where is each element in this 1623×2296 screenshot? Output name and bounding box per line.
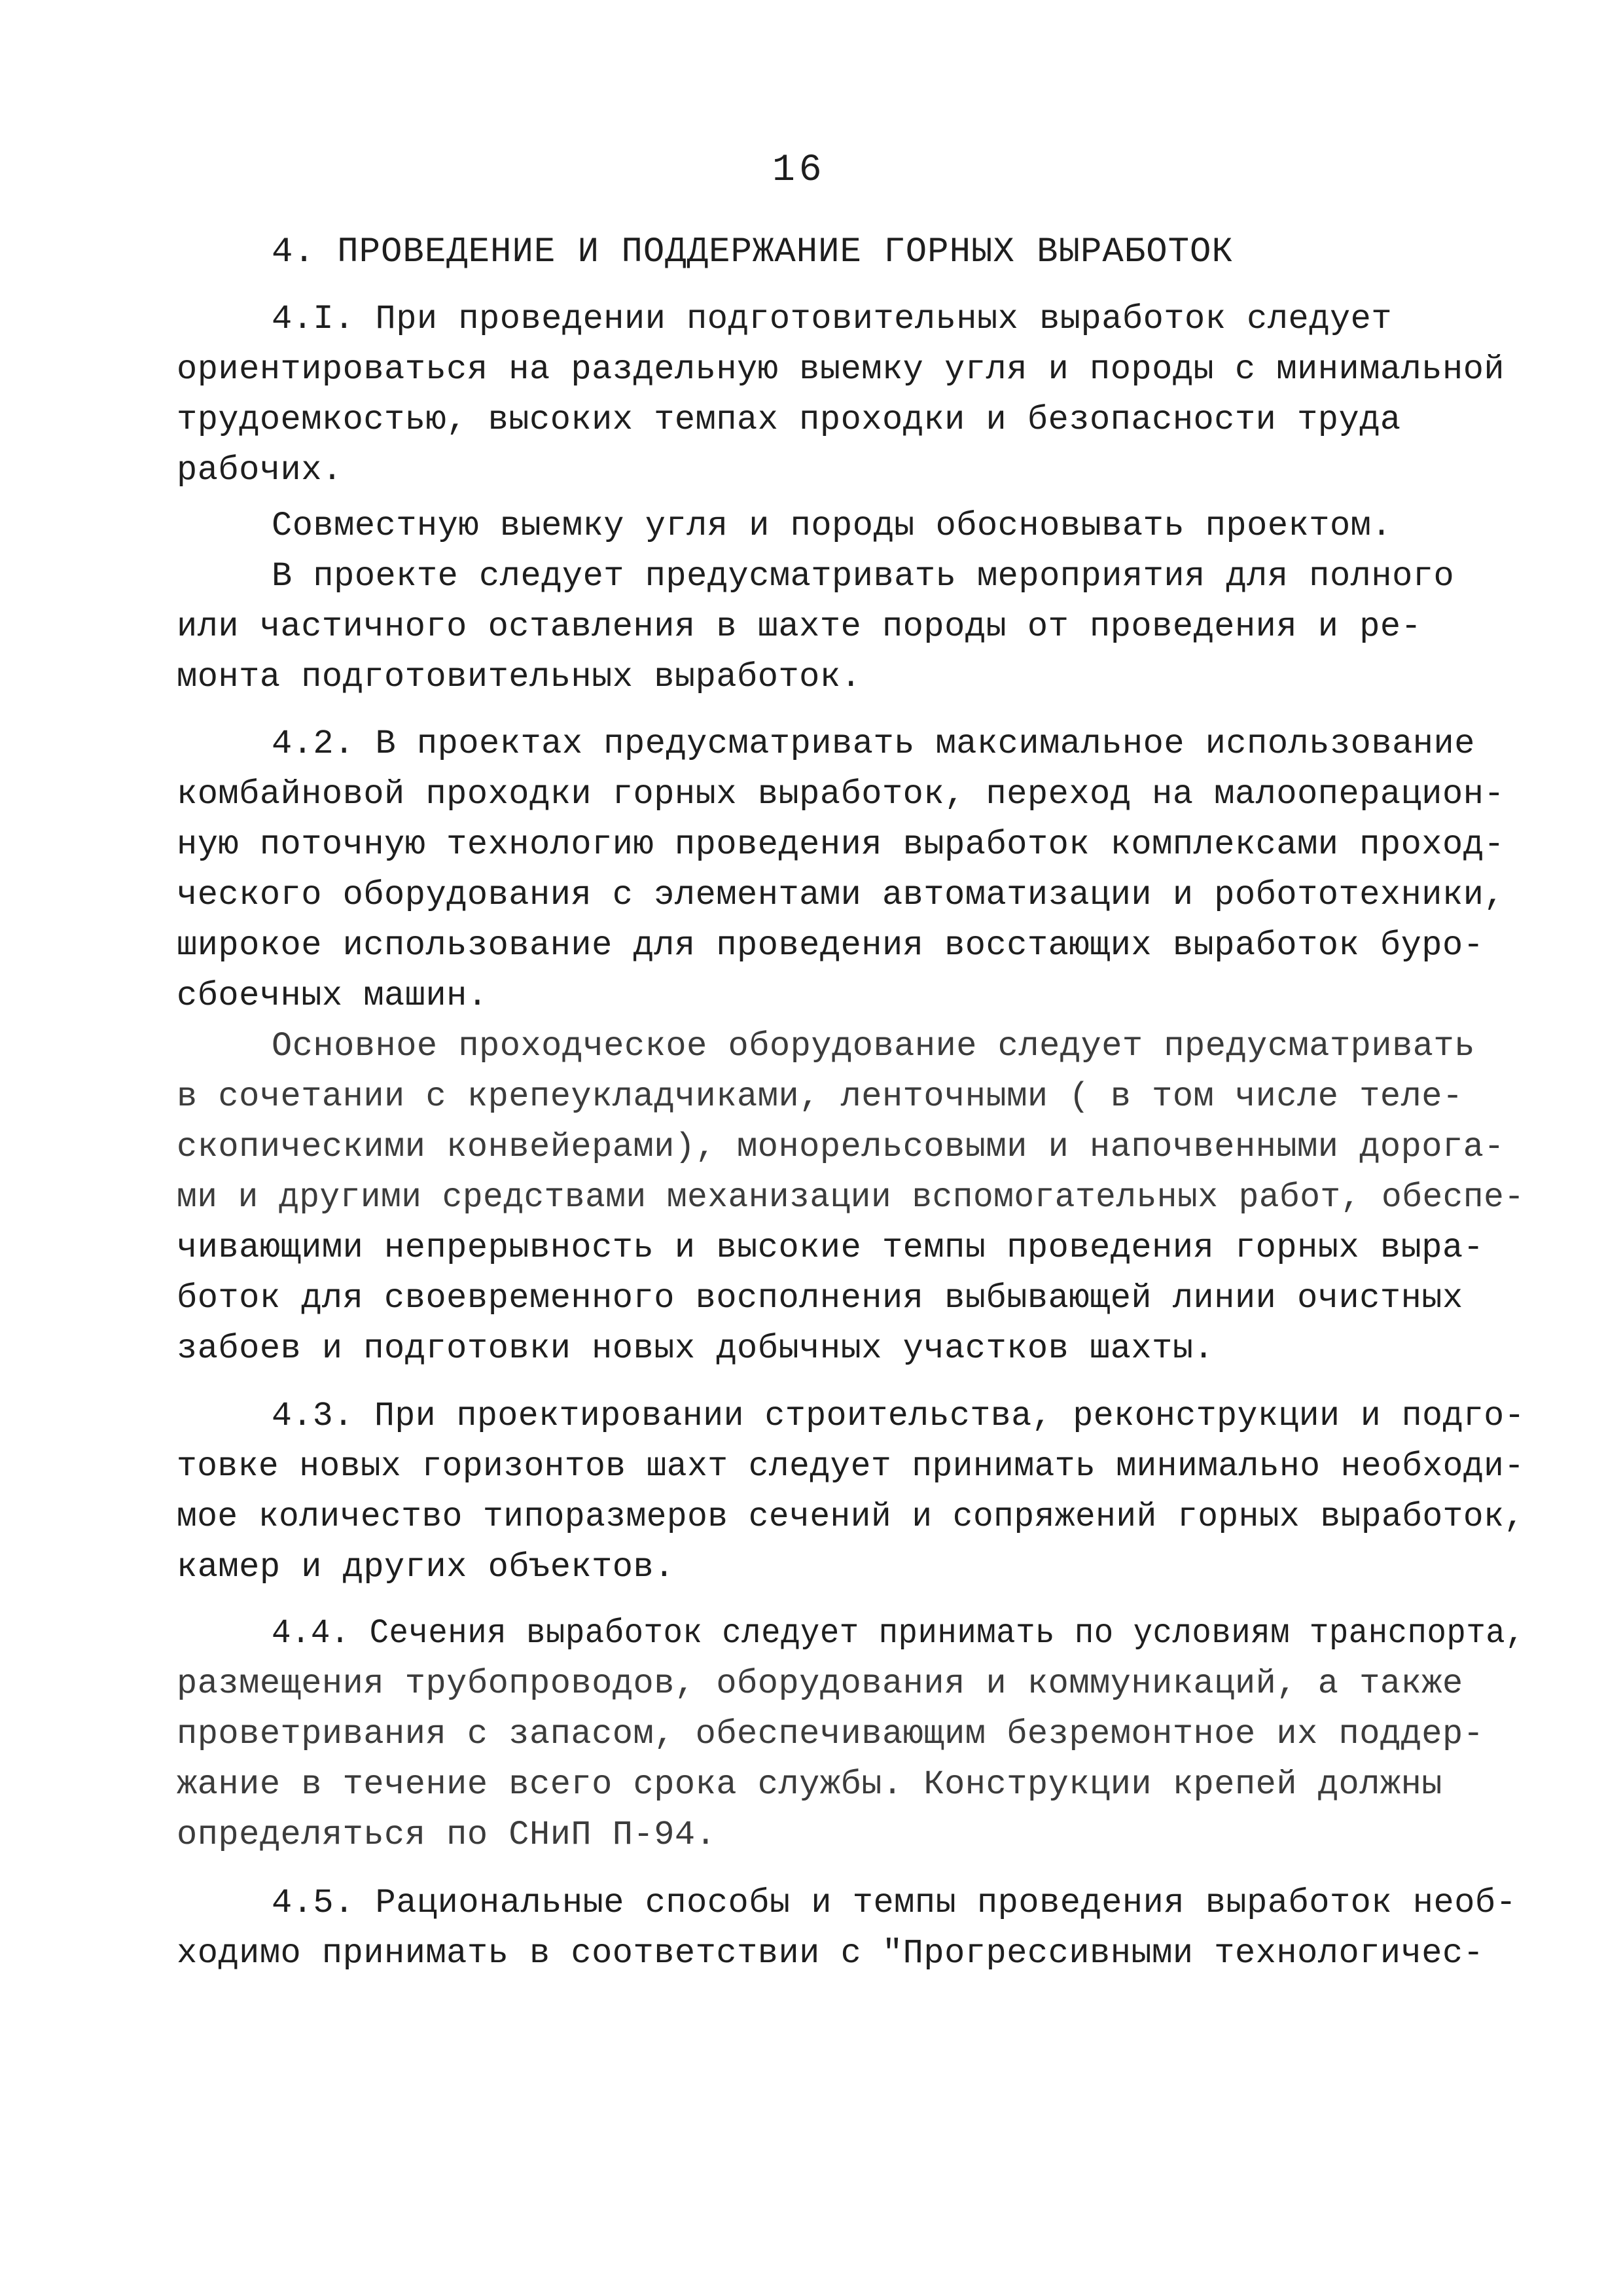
paragraph-joint-extraction-line: Совместную выемку угля и породы обосновывать проектом.: [272, 507, 1393, 545]
paragraph-4-4-line: определяться по СНиП П-94.: [177, 1816, 717, 1854]
paragraph-4-3-line: 4.3. При проектировании строительства, реконструкции и подго-: [272, 1397, 1525, 1435]
paragraph-4-3-line: мое количество типоразмеров сечений и сопряжений горных выработок,: [177, 1498, 1525, 1536]
paragraph-4-2-line: широкое использование для проведения восстающих выработок буро-: [177, 926, 1484, 965]
paragraph-4-3-line: камер и других объектов.: [177, 1548, 675, 1587]
paragraph-4-4-line: 4.4. Сечения выработок следует принимать по условиям транспорта,: [272, 1614, 1525, 1653]
paragraph-4-3-line: товке новых горизонтов шахт следует принимать минимально необходи-: [177, 1447, 1525, 1486]
page-number: 16: [772, 149, 826, 192]
paragraph-4-1-line: 4.I. При проведении подготовительных выработок следует: [272, 300, 1393, 338]
paragraph-4-2-line: сбоечных машин.: [177, 977, 488, 1015]
paragraph-4-1-line: рабочих.: [177, 451, 343, 490]
paragraph-equipment-line: скопическими конвейерами), монорельсовыми и напочвенными дорога-: [177, 1128, 1505, 1166]
paragraph-equipment-line: в сочетании с крепеукладчиками, ленточными ( в том числе теле-: [177, 1077, 1463, 1116]
paragraph-4-4-line: жание в течение всего срока службы. Конструкции крепей должны: [177, 1765, 1443, 1804]
paragraph-equipment-line: чивающими непрерывность и высокие темпы проведения горных выра-: [177, 1229, 1484, 1267]
paragraph-equipment-line: забоев и подготовки новых добычных участков шахты.: [177, 1329, 1215, 1368]
paragraph-4-2-line: ную поточную технологию проведения выработок комплексами проход-: [177, 825, 1505, 864]
paragraph-equipment-line: Основное проходческое оборудование следует предусматривать: [272, 1027, 1475, 1066]
paragraph-4-2-line: 4.2. В проектах предусматривать максимальное использование: [272, 725, 1475, 763]
paragraph-equipment-line: боток для своевременного восполнения выбывающей линии очистных: [177, 1279, 1463, 1318]
paragraph-4-2-line: комбайновой проходки горных выработок, переход на малооперацион-: [177, 775, 1505, 814]
paragraph-4-1-line: ориентироваться на раздельную выемку угля и породы с минимальной: [177, 350, 1505, 389]
section-heading: 4. ПРОВЕДЕНИЕ И ПОДДЕРЖАНИЕ ГОРНЫХ ВЫРАБОТОК: [272, 232, 1234, 272]
paragraph-4-2-line: ческого оборудования с элементами автоматизации и робототехники,: [177, 876, 1505, 914]
paragraph-project-measures-line: или частичного оставления в шахте породы от проведения и ре-: [177, 607, 1422, 646]
paragraph-project-measures-line: монта подготовительных выработок.: [177, 658, 862, 696]
paragraph-project-measures-line: В проекте следует предусматривать мероприятия для полного: [272, 557, 1455, 596]
paragraph-4-4-line: проветривания с запасом, обеспечивающим безремонтное их поддер-: [177, 1715, 1484, 1753]
paragraph-4-4-line: размещения трубопроводов, оборудования и коммуникаций, а также: [177, 1664, 1463, 1703]
paragraph-4-5-line: 4.5. Рациональные способы и темпы проведения выработок необ-: [272, 1884, 1517, 1922]
paragraph-4-1-line: трудоемкостью, высоких темпах проходки и безопасности труда: [177, 401, 1401, 439]
paragraph-equipment-line: ми и другими средствами механизации вспомогательных работ, обеспе-: [177, 1178, 1525, 1217]
paragraph-4-5-line: ходимо принимать в соответствии с "Прогрессивными технологичес-: [177, 1934, 1484, 1973]
